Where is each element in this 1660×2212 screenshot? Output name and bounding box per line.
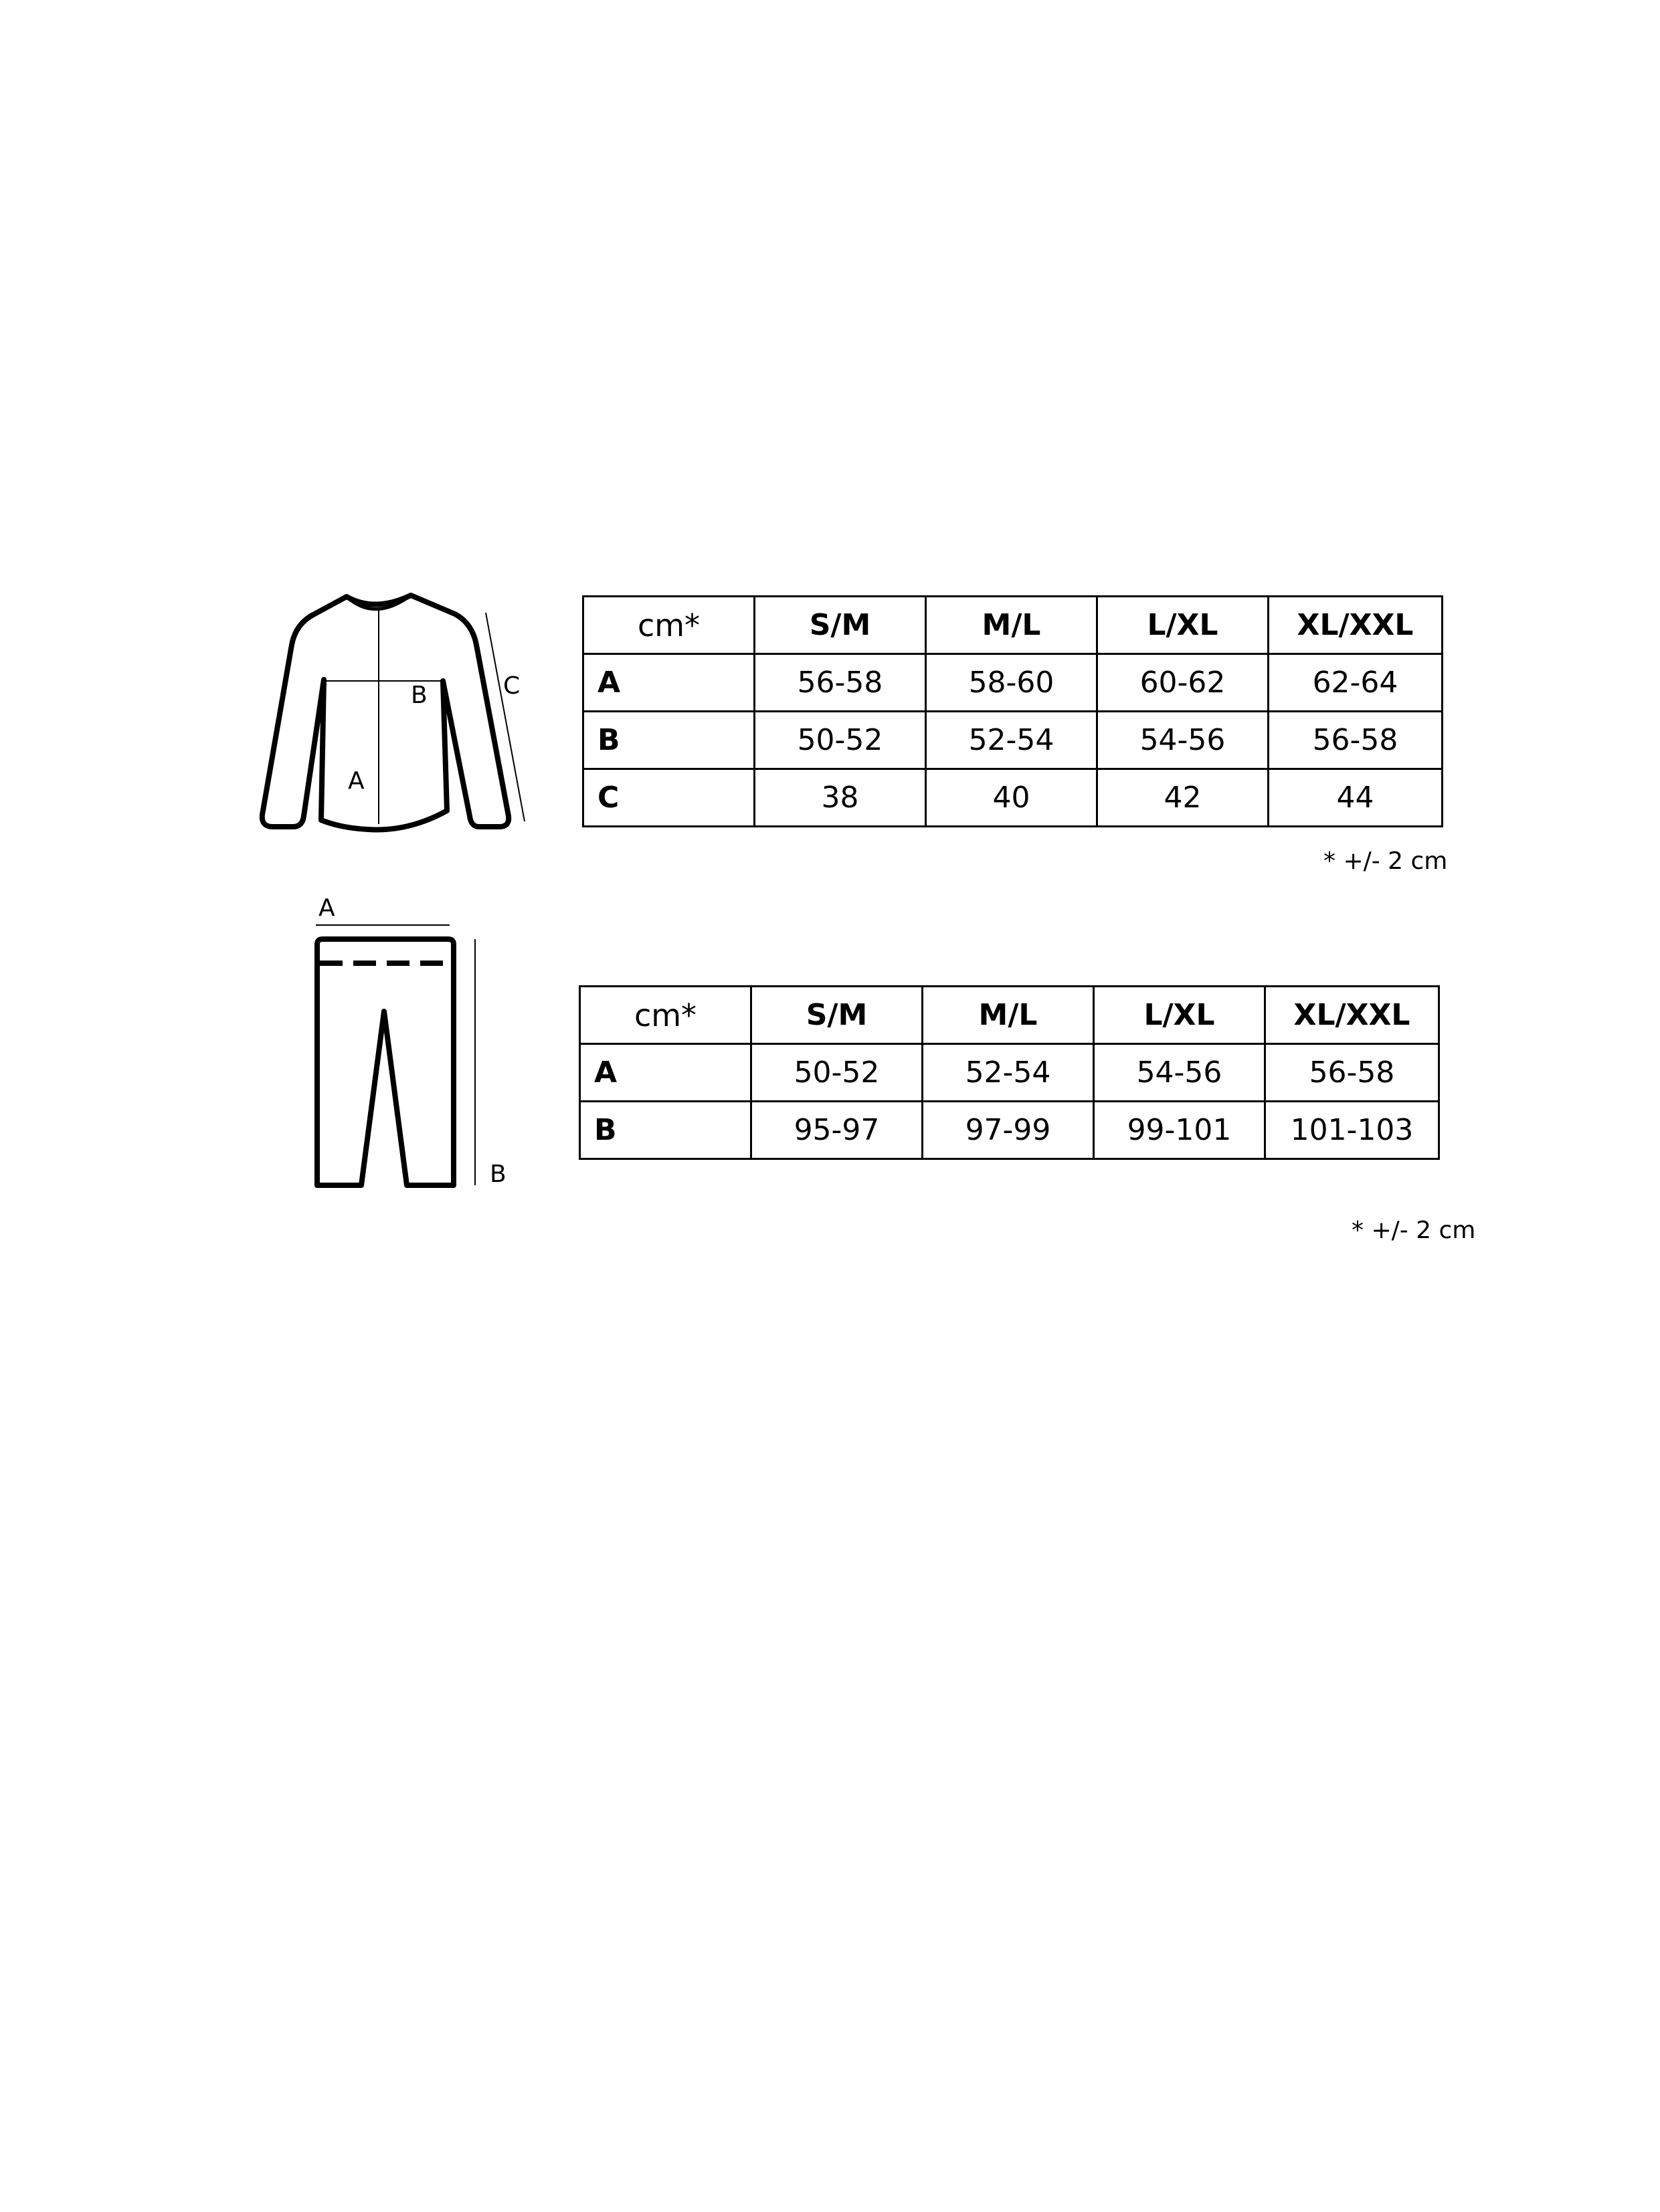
shirt-label-c: C (503, 672, 521, 700)
table-cell: 60-62 (1097, 654, 1269, 712)
table-cell: 44 (1269, 769, 1443, 827)
row-label: B (583, 712, 755, 769)
table-row (580, 1102, 1439, 1159)
table-cell: 56-58 (755, 654, 926, 712)
pants-figure (308, 896, 522, 1204)
shirt-label-b: B (411, 682, 428, 709)
size-header: L/XL (1094, 987, 1265, 1044)
size-header: XL/XXL (1265, 987, 1439, 1044)
table-cell: 101-103 (1265, 1102, 1439, 1159)
row-label: B (580, 1102, 751, 1159)
table-cell: 58-60 (926, 654, 1097, 712)
table-cell: 54-56 (1094, 1044, 1265, 1102)
pants-outline-icon (308, 896, 522, 1204)
table-cell: 99-101 (1094, 1102, 1265, 1159)
table-cell: 50-52 (755, 712, 926, 769)
table-cell: 40 (926, 769, 1097, 827)
table-cell: 54-56 (1097, 712, 1269, 769)
size-header: M/L (926, 597, 1097, 654)
table-header-row (580, 987, 1439, 1044)
size-header: M/L (923, 987, 1094, 1044)
shirt-tolerance-note: * +/- 2 cm (1323, 847, 1448, 875)
pants-tolerance-note: * +/- 2 cm (1352, 1217, 1476, 1244)
table-header-row (583, 597, 1443, 654)
unit-header: cm* (583, 597, 755, 654)
table-cell: 95-97 (751, 1102, 923, 1159)
pants-label-b: B (490, 1161, 506, 1188)
size-header: L/XL (1097, 597, 1269, 654)
table-row (580, 1044, 1439, 1102)
table-cell: 56-58 (1265, 1044, 1439, 1102)
pants-label-a: A (318, 894, 335, 922)
row-label: C (583, 769, 755, 827)
size-header: S/M (755, 597, 926, 654)
shirt-outline-icon (241, 575, 535, 843)
table-row (583, 654, 1443, 712)
table-cell: 52-54 (926, 712, 1097, 769)
row-label: A (583, 654, 755, 712)
shirt-figure (241, 575, 535, 843)
shirt-label-a: A (348, 767, 365, 795)
table-row (583, 712, 1443, 769)
table-cell: 38 (755, 769, 926, 827)
unit-header: cm* (580, 987, 751, 1044)
table-cell: 62-64 (1269, 654, 1443, 712)
shirt-size-table (582, 595, 1443, 827)
table-row (583, 769, 1443, 827)
row-label: A (580, 1044, 751, 1102)
table-cell: 56-58 (1269, 712, 1443, 769)
pants-size-table (579, 985, 1440, 1160)
table-cell: 42 (1097, 769, 1269, 827)
table-cell: 52-54 (923, 1044, 1094, 1102)
table-cell: 97-99 (923, 1102, 1094, 1159)
table-cell: 50-52 (751, 1044, 923, 1102)
size-header: S/M (751, 987, 923, 1044)
size-header: XL/XXL (1269, 597, 1443, 654)
